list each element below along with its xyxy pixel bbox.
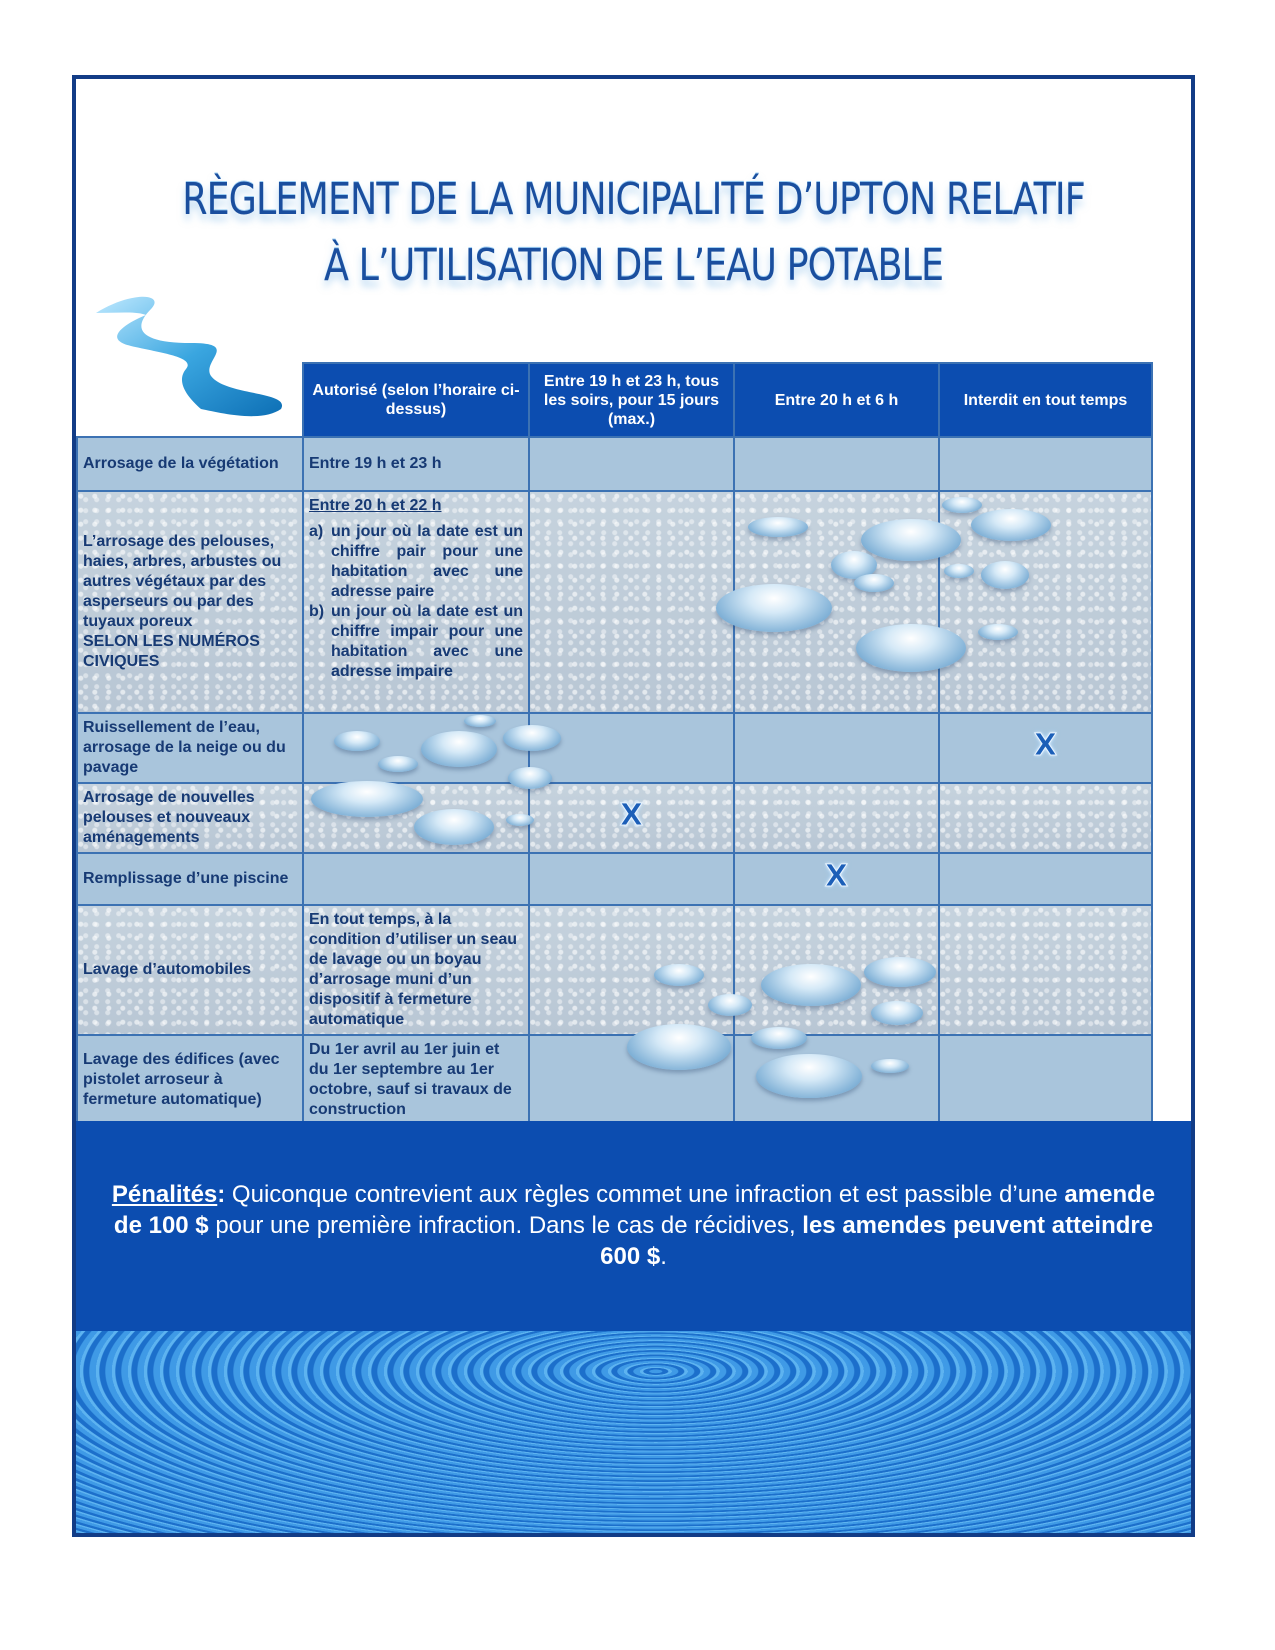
row-label-emphasis: SELON LES NUMÉROS CIVIQUES	[83, 633, 260, 670]
water-ripple-image	[76, 1331, 1191, 1533]
table-row	[77, 713, 1152, 783]
table-row	[77, 1035, 1152, 1125]
x-mark: X	[1033, 727, 1058, 763]
penalty-amount-2: les amendes peuvent atteindre 600 $	[600, 1212, 1154, 1270]
penalty-text-1: Quiconque contrevient aux règles commet une infraction et est passible d’une	[225, 1181, 1065, 1208]
penalty-amount-1: amende de 100 $	[113, 1181, 1156, 1239]
table-row	[77, 783, 1152, 853]
row-label: Lavage des édifices (avec pistolet arroseur à fermeture automatique)	[77, 1035, 303, 1125]
cell-20h-6h	[734, 905, 939, 1035]
cell-19h-23h	[529, 905, 734, 1035]
row-label	[77, 491, 303, 713]
cell-forbidden	[939, 437, 1152, 491]
x-mark: X	[824, 858, 849, 894]
authorized-cell: Du 1er avril au 1er juin et du 1er septembre au 1er octobre, sauf si travaux de construction	[303, 1035, 529, 1125]
header-forbidden: Interdit en tout temps	[939, 363, 1152, 437]
penalty-label: Pénalités	[111, 1181, 218, 1208]
cell-20h-6h	[734, 853, 939, 905]
authorized-cell	[303, 491, 529, 713]
header-19h-23h: Entre 19 h et 23 h, tous les soirs, pour 15 jours (max.)	[529, 363, 734, 437]
authorized-cell	[303, 853, 529, 905]
x-mark: X	[619, 797, 644, 833]
row-label: Remplissage d’une piscine	[77, 853, 303, 905]
cell-forbidden	[939, 491, 1152, 713]
row-label: Ruissellement de l’eau, arrosage de la neige ou du pavage	[77, 713, 303, 783]
table-row	[77, 905, 1152, 1035]
option-item	[309, 602, 523, 682]
header-authorized: Autorisé (selon l’horaire ci-dessus)	[303, 363, 529, 437]
authorized-heading: Entre 20 h et 22 h	[309, 497, 442, 514]
option-text: un jour où la date est un chiffre pair pour une habitation avec une adresse paire	[331, 523, 523, 600]
cell-19h-23h	[529, 713, 734, 783]
authorized-cell	[303, 713, 529, 783]
header-20h-6h: Entre 20 h et 6 h	[734, 363, 939, 437]
authorized-options	[309, 522, 523, 682]
option-tag: b)	[309, 603, 325, 620]
cell-19h-23h	[529, 491, 734, 713]
title-line-2: À L’UTILISATION DE L’EAU POTABLE	[323, 240, 944, 291]
penalty-notice: Pénalités: Quiconque contrevient aux règles commet une infraction et est passible d’une amende de 100 $ pour une première infraction. Dans le cas de récidives, les amendes peuvent atteindre 600 $.	[76, 1121, 1191, 1331]
document-frame	[72, 75, 1195, 1537]
cell-forbidden	[939, 853, 1152, 905]
penalty-text-2: pour une première infraction. Dans le cas de récidives,	[208, 1212, 803, 1239]
row-label: Arrosage de nouvelles pelouses et nouveaux aménagements	[77, 783, 303, 853]
cell-19h-23h	[529, 1035, 734, 1125]
option-text: un jour où la date est un chiffre impair pour une habitation avec une adresse impaire	[331, 603, 523, 680]
penalty-end: .	[660, 1243, 667, 1270]
authorized-cell	[303, 783, 529, 853]
cell-20h-6h	[734, 713, 939, 783]
cell-19h-23h	[529, 853, 734, 905]
page-title	[121, 167, 1147, 299]
cell-20h-6h	[734, 491, 939, 713]
row-label: Lavage d’automobiles	[77, 905, 303, 1035]
cell-forbidden	[939, 905, 1152, 1035]
table-row	[77, 437, 1152, 491]
cell-20h-6h	[734, 437, 939, 491]
cell-forbidden	[939, 1035, 1152, 1125]
water-usage-table	[76, 362, 1153, 1126]
authorized-cell: En tout temps, à la condition d’utiliser un seau de lavage ou un boyau d’arrosage muni d’un dispositif à fermeture automatique	[303, 905, 529, 1035]
table-corner	[77, 363, 303, 437]
row-label-text: L’arrosage des pelouses, haies, arbres, arbustes ou autres végétaux par des asperseurs ou par des tuyaux poreux	[83, 533, 282, 630]
cell-20h-6h	[734, 783, 939, 853]
option-item	[309, 522, 523, 602]
cell-19h-23h	[529, 437, 734, 491]
table-row	[77, 853, 1152, 905]
row-label: Arrosage de la végétation	[77, 437, 303, 491]
title-line-1: RÈGLEMENT DE LA MUNICIPALITÉ D’UPTON RELATIF	[182, 174, 1085, 225]
cell-forbidden	[939, 783, 1152, 853]
option-tag: a)	[309, 523, 324, 540]
table-row	[77, 491, 1152, 713]
cell-19h-23h	[529, 783, 734, 853]
cell-20h-6h	[734, 1035, 939, 1125]
cell-forbidden	[939, 713, 1152, 783]
authorized-cell: Entre 19 h et 23 h	[303, 437, 529, 491]
